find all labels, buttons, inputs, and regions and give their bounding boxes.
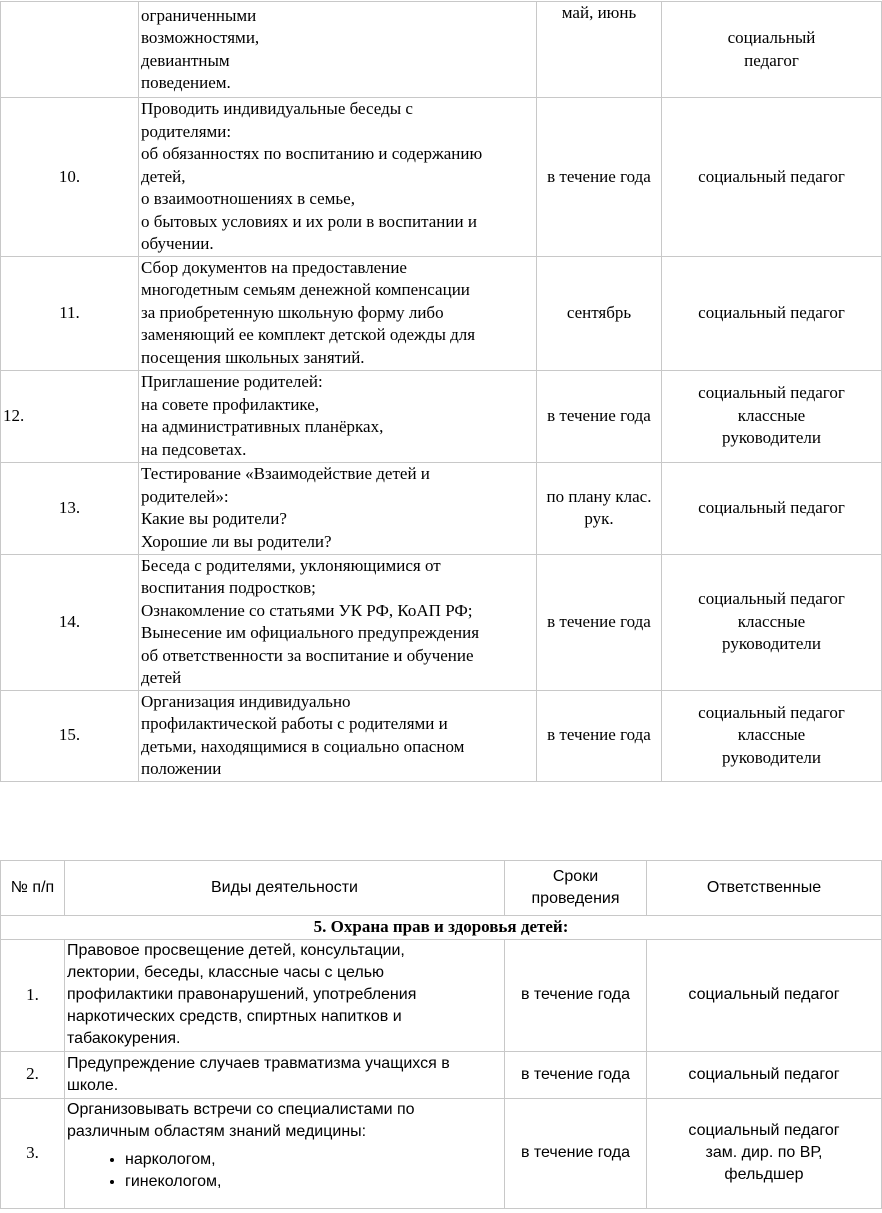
activity-line: Приглашение родителей: — [141, 372, 323, 391]
activity-line: на административных планёрках, — [141, 417, 384, 436]
section-row — [1, 916, 882, 940]
activity-line: Какие вы родители? — [141, 509, 287, 528]
activity-line: заменяющий ее комплект детской одежды для — [141, 325, 476, 345]
activity-line: Организация индивидуально — [141, 691, 351, 711]
responsible-cell — [662, 370, 882, 462]
activity-line: профилактики правонарушений, употребления — [67, 986, 417, 1003]
table-row — [1, 690, 882, 781]
term-cell: в течение года — [537, 98, 662, 257]
activity-line: положении — [141, 759, 222, 778]
activity-line: на совете профилактике, — [141, 394, 320, 414]
activity-cell — [139, 370, 537, 462]
activity-line: на педсоветах. — [141, 439, 247, 459]
row-number: 1. — [1, 939, 65, 1051]
table-body — [1, 861, 882, 1209]
responsible-cell — [662, 98, 882, 257]
activity-line: обучении. — [141, 234, 214, 253]
activity-line: за приобретенную школьную форму либо — [141, 302, 444, 322]
activity-line: возможностями, — [141, 28, 260, 47]
responsible-line: социальный педагог — [698, 302, 845, 322]
responsible-cell — [662, 256, 882, 370]
term-cell: в течение года — [537, 554, 662, 690]
responsible-cell — [662, 2, 882, 98]
activity-cell — [139, 554, 537, 690]
section-title: 5. Охрана прав и здоровья детей: — [1, 916, 882, 940]
activity-line: родителей»: — [141, 486, 229, 506]
activity-line: о бытовых условиях и их роли в воспитании и — [141, 211, 477, 231]
activity-line: Беседа с родителями, уклоняющимися от — [141, 555, 441, 575]
activity-line: профилактической работы с родителями и — [141, 714, 448, 733]
responsible-line: руководители — [722, 747, 821, 767]
term-cell: в течение года — [505, 939, 647, 1051]
table-row — [1, 1051, 882, 1098]
activity-cell — [139, 462, 537, 554]
row-number: 11. — [1, 256, 139, 370]
activity-line: девиантным — [141, 50, 230, 70]
table-row — [1, 1098, 882, 1208]
term-cell: сентябрь — [537, 256, 662, 370]
responsible-cell — [662, 462, 882, 554]
activity-line: Проводить индивидуальные беседы с — [141, 99, 413, 118]
bullet-list — [67, 1149, 502, 1193]
responsible-line: социальный педагог — [688, 1065, 840, 1083]
activity-line: об ответственности за воспитание и обучение — [141, 645, 474, 665]
header-activity: Виды деятельности — [65, 861, 505, 916]
activity-line: Предупреждение случаев травматизма учащихся в — [67, 1054, 450, 1072]
responsible-line: руководители — [722, 428, 821, 448]
activity-line: о взаимоотношениях в семье, — [141, 189, 355, 208]
term-cell: в течение года — [505, 1051, 647, 1098]
activity-line: наркотических средств, спиртных напитков и — [67, 1008, 402, 1025]
table-row — [1, 98, 882, 257]
activity-line: воспитания подростков; — [141, 578, 316, 597]
table-row — [1, 2, 882, 98]
row-number: 14. — [1, 554, 139, 690]
term-cell: по плану клас. рук. — [537, 462, 662, 554]
responsible-line: социальный — [727, 28, 816, 47]
activity-line: об обязанностях по воспитанию и содержанию — [141, 144, 483, 163]
activity-line: Правовое просвещение детей, консультации, — [67, 942, 405, 959]
responsible-line: социальный педагог — [698, 497, 845, 517]
responsible-line: педагог — [744, 50, 799, 70]
activity-cell — [65, 1098, 505, 1208]
responsible-cell — [662, 690, 882, 781]
activities-table-continued — [0, 1, 882, 782]
activity-line: табакокурения. — [67, 1030, 181, 1047]
term-cell: в течение года — [537, 370, 662, 462]
table-body — [1, 2, 882, 782]
activity-cell — [139, 690, 537, 781]
term-cell: в течение года — [537, 690, 662, 781]
row-number: 10. — [1, 98, 139, 257]
activity-line: лектории, беседы, классные часы с целью — [67, 964, 385, 981]
responsible-line: социальный педагог — [698, 383, 845, 403]
table-row — [1, 256, 882, 370]
responsible-line: социальный педагог — [688, 986, 840, 1003]
header-term: Сроки проведения — [505, 861, 647, 916]
responsible-cell — [647, 939, 882, 1051]
table-row — [1, 939, 882, 1051]
row-number: 12. — [1, 370, 139, 462]
responsible-line: классные — [737, 725, 806, 745]
responsible-line: классные — [737, 405, 806, 425]
responsible-line: социальный педагог — [698, 166, 845, 186]
activity-line: родителями: — [141, 121, 232, 141]
responsible-line: зам. дир. по ВР, — [705, 1144, 823, 1161]
activity-line: Сбор документов на предоставление — [141, 257, 407, 277]
activity-cell — [139, 2, 537, 98]
row-number: 3. — [1, 1098, 65, 1208]
header-row — [1, 861, 882, 916]
table-row — [1, 462, 882, 554]
activity-line: Ознакомление со статьями УК РФ, КоАП РФ; — [141, 600, 473, 620]
table-row — [1, 370, 882, 462]
activity-line: Хорошие ли вы родители? — [141, 531, 332, 551]
header-num: № п/п — [1, 861, 65, 916]
activity-cell — [65, 1051, 505, 1098]
activity-line: Вынесение им официального предупреждения — [141, 623, 480, 642]
activity-line: школе. — [67, 1076, 119, 1094]
table-row — [1, 554, 882, 690]
term-cell: в течение года — [505, 1098, 647, 1208]
row-number: 13. — [1, 462, 139, 554]
activity-line: Тестирование «Взаимодействие детей и — [141, 464, 430, 483]
responsible-cell — [647, 1051, 882, 1098]
health-rights-table — [0, 860, 882, 1209]
responsible-line: фельдшер — [724, 1166, 804, 1183]
activity-cell — [139, 98, 537, 257]
activity-line: детьми, находящимися в социально опасном — [141, 736, 465, 756]
activity-line: детей — [141, 668, 182, 687]
row-number: 15. — [1, 690, 139, 781]
responsible-cell — [647, 1098, 882, 1208]
activity-line: ограниченными — [141, 5, 257, 25]
activity-line: различным областям знаний медицины: — [67, 1122, 367, 1140]
term-cell: май, июнь — [537, 2, 662, 98]
row-number: 2. — [1, 1051, 65, 1098]
activity-line: посещения школьных занятий. — [141, 347, 365, 367]
responsible-line: классные — [737, 611, 806, 631]
activity-cell — [65, 939, 505, 1051]
activity-line: Организовывать встречи со специалистами по — [67, 1100, 415, 1118]
activity-line: поведением. — [141, 73, 231, 92]
responsible-cell — [662, 554, 882, 690]
responsible-line: социальный педагог — [688, 1122, 840, 1139]
responsible-line: руководители — [722, 634, 821, 654]
bullet-item: • наркологом, — [125, 1149, 502, 1171]
activity-line: детей, — [141, 166, 186, 186]
responsible-line: социальный педагог — [698, 702, 845, 722]
header-responsible: Ответственные — [647, 861, 882, 916]
activity-cell — [139, 256, 537, 370]
bullet-item: • гинекологом, — [125, 1171, 502, 1193]
activity-line: многодетным семьям денежной компенсации — [141, 280, 470, 300]
row-number — [1, 2, 139, 98]
responsible-line: социальный педагог — [698, 589, 845, 609]
